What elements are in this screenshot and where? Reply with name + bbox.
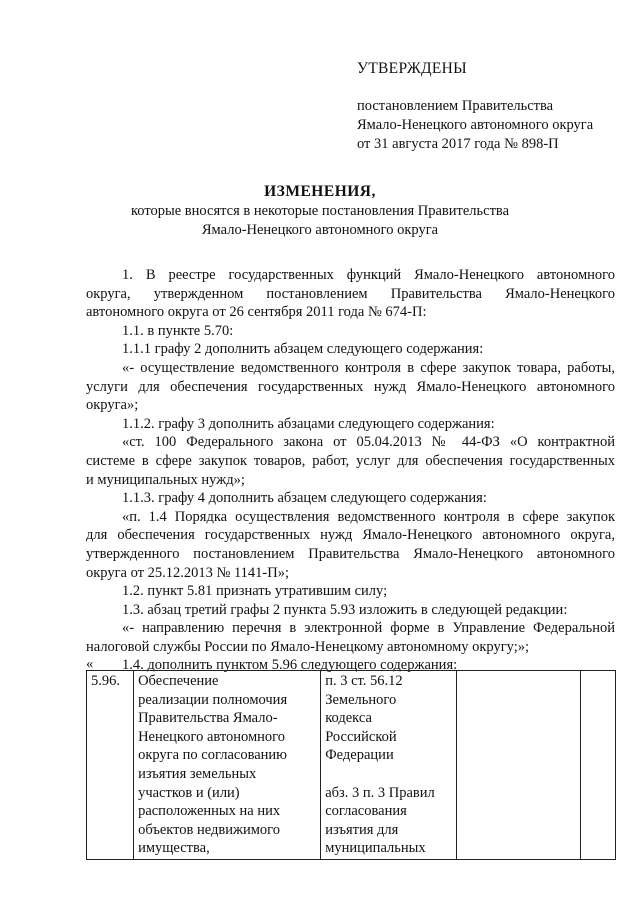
table-cell-legal-basis [321, 671, 457, 860]
cell-line: реализации полномочия [138, 691, 288, 708]
cell-line: п. 3 ст. 56.12 [325, 673, 403, 689]
body-line: округа»; [86, 397, 139, 414]
body-line: «- направлению перечня в электронной форме в Управление Федеральной [122, 620, 615, 637]
body-line: 1.1.2. графу 3 дополнить абзацами следующего содержания: [122, 415, 495, 432]
body-line: «п. 1.4 Порядка осуществления ведомственного контроля в сфере закупок [122, 508, 615, 525]
cell-line: Земельного [325, 691, 397, 708]
cell-line: расположенных на них [138, 803, 281, 820]
decree-line: постановлением Правительства [357, 98, 554, 114]
document-title: ИЗМЕНЕНИЯ, [264, 183, 376, 200]
table-cell-empty [456, 671, 580, 860]
body-line: 1.1.1 графу 2 дополнить абзацем следующего содержания: [122, 341, 484, 358]
cell-line [325, 765, 452, 784]
opening-quote: « [86, 656, 94, 672]
document-subtitle [0, 202, 640, 240]
body-line: для обеспечения государственных нужд Ямало-Ненецкого автономного округа, [86, 527, 615, 544]
cell-line: Федерации [325, 747, 394, 764]
document-body [86, 266, 615, 675]
body-line: налоговой службы России по Ямало-Ненецкому автономному округу;»; [86, 638, 530, 655]
table-cell-empty [581, 671, 616, 860]
decree-reference [357, 97, 593, 154]
table-row [87, 671, 616, 860]
body-line: 1.4. дополнить пунктом 5.96 следующего содержания: [122, 657, 458, 674]
amendment-table [86, 670, 616, 860]
cell-line: Правительства Ямало- [138, 710, 278, 727]
cell-line: имущества, [138, 840, 210, 857]
body-line: «ст. 100 Федерального закона от 05.04.2013 № 44-ФЗ «О контрактной [122, 434, 615, 451]
decree-line: от 31 августа 2017 года № 898-П [357, 136, 559, 152]
body-line: 1. В реестре государственных функций Ямало-Ненецкого автономного [122, 267, 615, 283]
cell-line: изъятия земельных [138, 765, 257, 782]
subtitle-line: которые вносятся в некоторые постановления Правительства [130, 203, 510, 219]
body-line: услуги для обеспечения государственных нужд Ямало-Ненецкого автономного [86, 378, 615, 395]
cell-line: участков и (или) [138, 784, 240, 801]
body-line: «- осуществление ведомственного контроля в сфере закупок товара, работы, [122, 359, 615, 376]
body-line: и муниципальных нужд»; [86, 471, 245, 488]
body-line: округа, утвержденном постановлением Правительства Ямало-Ненецкого [86, 285, 615, 302]
cell-line: муниципальных [325, 840, 426, 857]
body-line: системе в сфере закупок товаров, работ, услуг для обеспечения государственных [86, 452, 615, 469]
cell-line: согласования [325, 803, 407, 820]
table-cell-function [134, 671, 321, 860]
decree-line: Ямало-Ненецкого автономного округа [357, 117, 594, 133]
body-line: утвержденного постановлением Правительства Ямало-Ненецкого автономного [86, 545, 615, 562]
cell-line: объектов недвижимого [138, 821, 281, 838]
approved-heading: УТВЕРЖДЕНЫ [357, 60, 467, 77]
table-cell-number [87, 671, 134, 860]
cell-line: абз. 3 п. 3 Правил [325, 784, 435, 801]
body-line: 1.2. пункт 5.81 признать утратившим силу; [122, 583, 388, 600]
body-line: автономного округа от 26 сентября 2011 года № 674-П: [86, 304, 427, 321]
body-line: 1.1. в пункте 5.70: [122, 322, 234, 339]
cell-line: кодекса [325, 710, 372, 727]
body-line: округа от 25.12.2013 № 1141-П»; [86, 564, 290, 581]
body-line: 1.3. абзац третий графы 2 пункта 5.93 изложить в следующей редакции: [122, 601, 568, 618]
cell-line: изъятия для [325, 821, 399, 838]
row-number: 5.96. [91, 673, 120, 689]
cell-line: Ненецкого автономного [138, 728, 286, 745]
cell-line: Обеспечение [138, 673, 219, 689]
cell-line: округа по согласованию [138, 747, 288, 764]
subtitle-line: Ямало-Ненецкого автономного округа [201, 222, 439, 238]
cell-line: Российской [325, 728, 397, 745]
body-line: 1.1.3. графу 4 дополнить абзацем следующего содержания: [122, 490, 487, 507]
